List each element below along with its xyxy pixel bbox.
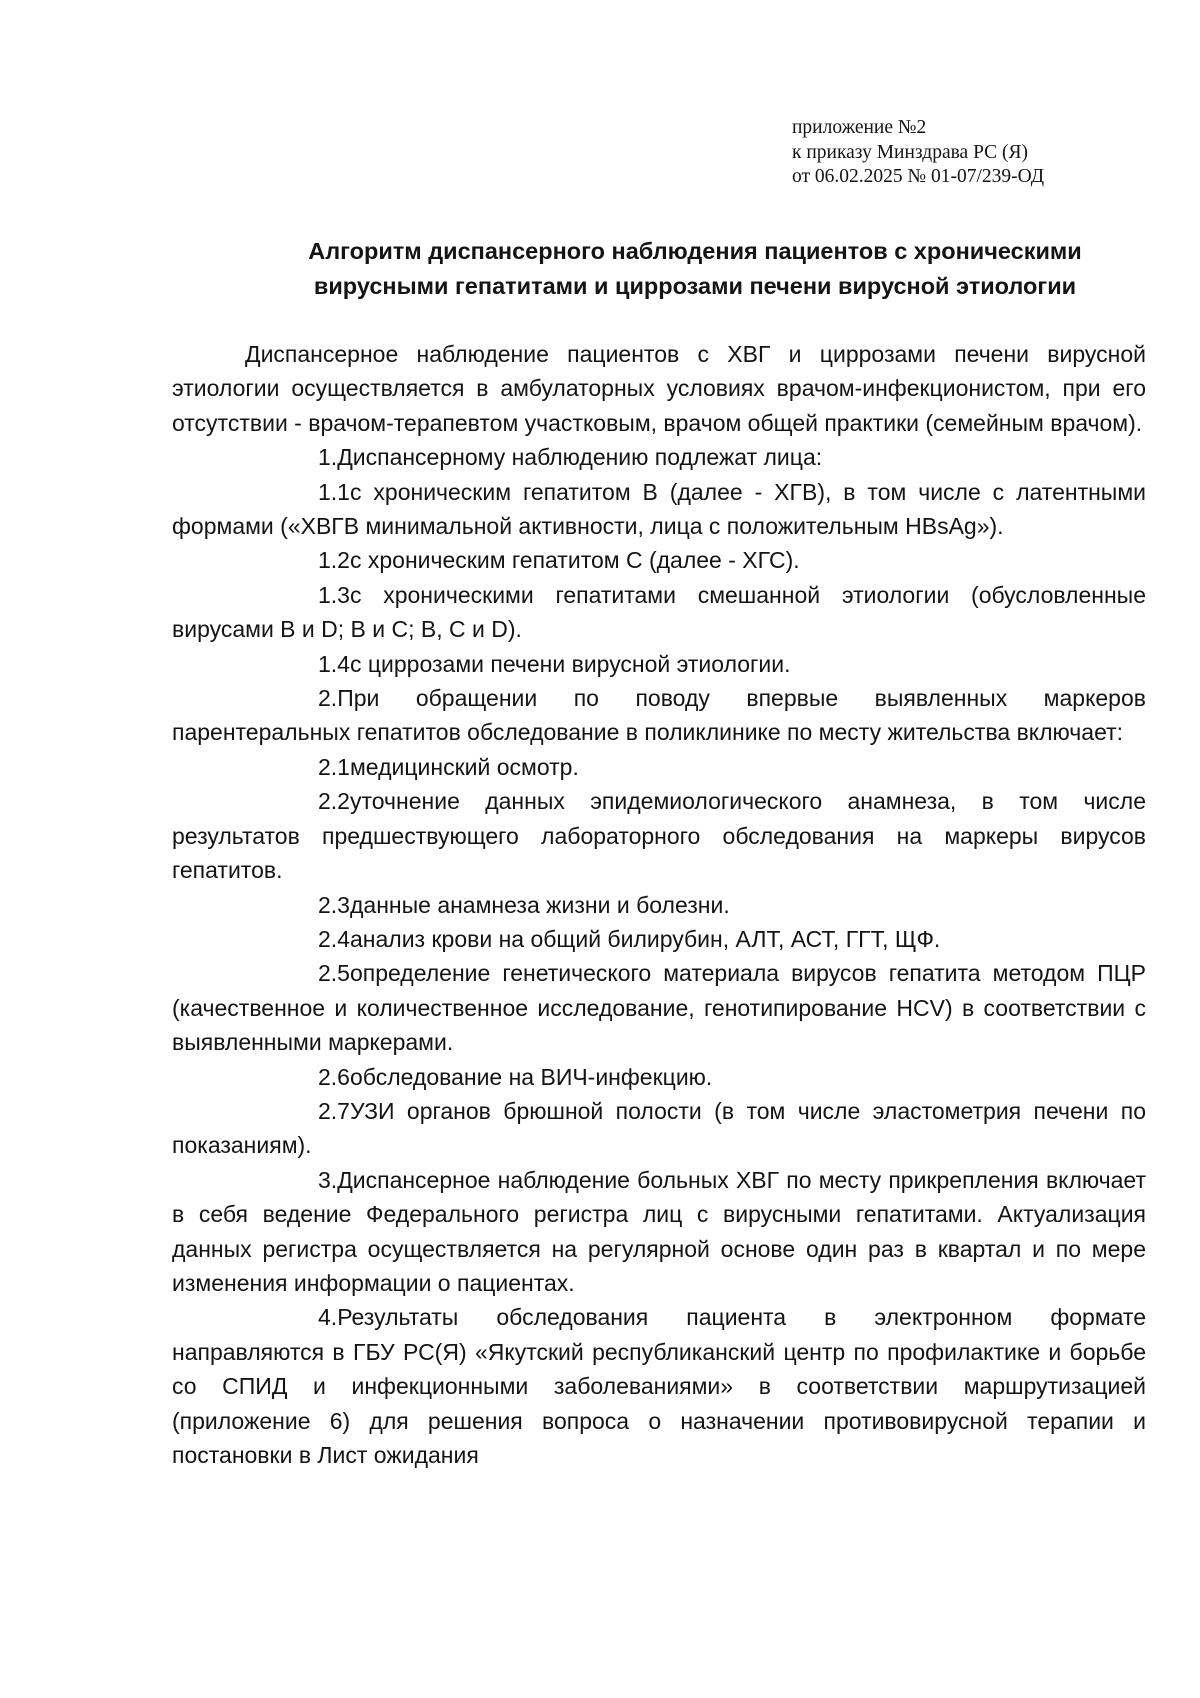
- list-item: [172, 922, 1146, 956]
- list-item: [172, 1060, 1146, 1094]
- list-item: [172, 956, 1146, 1059]
- title-line-1: Алгоритм диспансерного наблюдения пациентов с хроническими: [308, 238, 1082, 264]
- item-number: 3.: [318, 1166, 338, 1193]
- item-text: медицинский осмотр.: [349, 753, 579, 780]
- item-text: УЗИ органов брюшной полости (в том числе эластометрия печени по показаниям).: [172, 1097, 1146, 1159]
- item-number: 1.2: [318, 547, 350, 574]
- header-line-2: к приказу Минздрава РС (Я): [792, 141, 1029, 163]
- item-text: уточнение данных эпидемиологического анамнеза, в том числе результатов предшествующего лабораторного обследования на маркеры вирусов гепатитов.: [172, 788, 1146, 884]
- item-number: 2.: [318, 685, 338, 712]
- list-item: [172, 681, 1146, 750]
- document-title: [172, 234, 1200, 304]
- item-number: 2.5: [318, 960, 350, 987]
- item-number: 1.: [318, 444, 338, 471]
- appendix-header: [792, 116, 1044, 190]
- item-text: Результаты обследования пациента в электронном формате направляются в ГБУ РС(Я) «Якутский республиканский центр по профилактике и борьбе со СПИД и инфекционными заболеваниями» в соответствии маршрутизацией (приложение 6) для решения вопроса о назначении противовирусной терапии и постановки в Лист ожидания: [172, 1304, 1146, 1468]
- item-number: 1.1: [318, 478, 350, 505]
- list-item: [172, 888, 1146, 922]
- list-item: [172, 784, 1146, 887]
- item-number: 2.2: [318, 788, 350, 815]
- item-number: 2.6: [318, 1063, 350, 1090]
- item-number: 4.: [318, 1304, 338, 1331]
- item-number: 1.4: [318, 650, 350, 677]
- item-number: 1.3: [318, 581, 350, 608]
- item-text: определение генетического материала вирусов гепатита методом ПЦР (качественное и количественное исследование, генотипирование HCV) в соответствии с выявленными маркерами.: [172, 960, 1146, 1056]
- item-number: 2.7: [318, 1097, 350, 1124]
- list-item: [172, 750, 1146, 784]
- item-text: анализ крови на общий билирубин, АЛТ, АСТ, ГГТ, ЩФ.: [349, 925, 941, 952]
- item-text: с циррозами печени вирусной этиологии.: [349, 650, 791, 677]
- list-item: [172, 1163, 1146, 1301]
- header-line-3: от 06.02.2025 № 01-07/239-ОД: [792, 166, 1045, 187]
- item-text: обследование на ВИЧ-инфекцию.: [349, 1063, 713, 1090]
- list-item: [172, 1300, 1146, 1472]
- item-text: с хроническим гепатитом B (далее - ХГВ), в том числе с латентными формами («ХВГВ минимальной активности, лица с положительным HBsAg»).: [172, 478, 1146, 540]
- list-item: [172, 578, 1146, 647]
- list-item: [172, 1094, 1146, 1163]
- document-body: [172, 337, 1146, 1472]
- item-text: данные анамнеза жизни и болезни.: [349, 891, 730, 918]
- item-number: 2.3: [318, 891, 350, 918]
- title-line-2: вирусными гепатитами и циррозами печени вирусной этиологии: [313, 273, 1077, 299]
- item-text: Диспансерному наблюдению подлежат лица:: [337, 444, 823, 471]
- item-text: с хроническими гепатитами смешанной этиологии (обусловленные вирусами B и D; B и C; B, C и D).: [172, 581, 1146, 643]
- list-item: [172, 647, 1146, 681]
- item-number: 2.4: [318, 925, 350, 952]
- header-line-1: приложение №2: [792, 117, 927, 138]
- item-text: Диспансерное наблюдение больных ХВГ по месту прикрепления включает в себя ведение Федерального регистра лиц с вирусными гепатитами. Актуализация данных регистра осуществляется на регулярной основе один раз в квартал и по мере изменения информации о пациентах.: [172, 1166, 1146, 1296]
- list-item: [172, 440, 1146, 474]
- list-item: [172, 543, 1146, 577]
- item-text: с хроническим гепатитом C (далее - ХГС).: [349, 547, 800, 574]
- list-item: [172, 475, 1146, 544]
- item-number: 2.1: [318, 753, 350, 780]
- intro-paragraph: Диспансерное наблюдение пациентов с ХВГ и циррозами печени вирусной этиологии осуществляется в амбулаторных условиях врачом-инфекционистом, при его отсутствии - врачом-терапевтом участковым, врачом общей практики (семейным врачом).: [172, 341, 1146, 436]
- item-text: При обращении по поводу впервые выявленных маркеров парентеральных гепатитов обследование в поликлинике по месту жительства включает:: [172, 685, 1146, 746]
